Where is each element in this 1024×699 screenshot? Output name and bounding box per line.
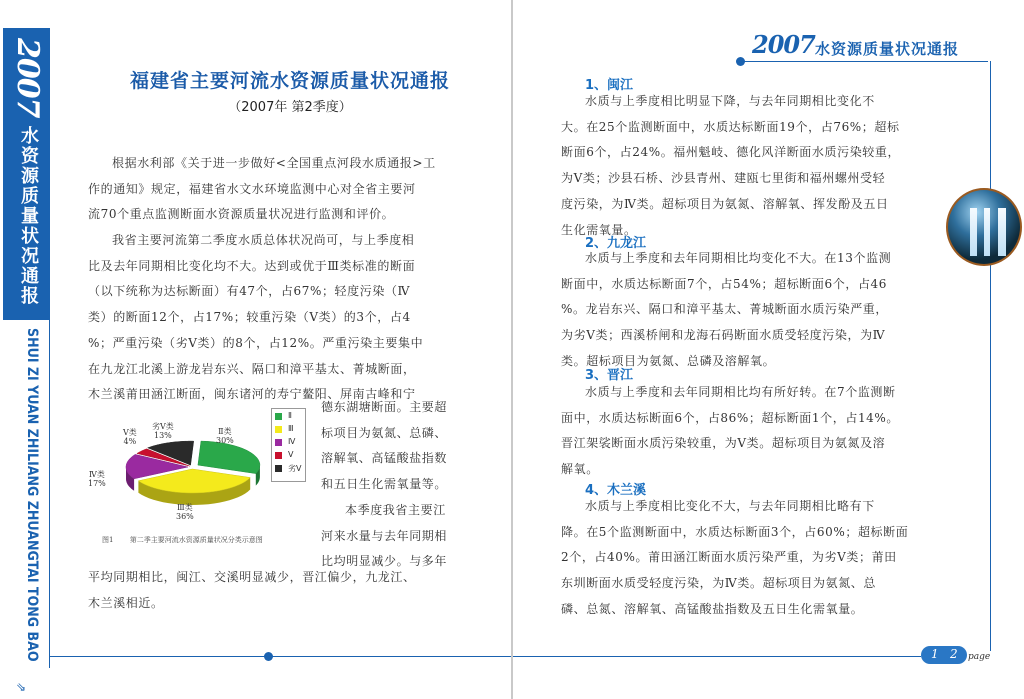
- text-line: 降。在5个监测断面中，水质达标断面3个，占60%；超标断面: [561, 524, 909, 539]
- section-heading-jinjiang: 3、晋江: [585, 368, 634, 383]
- right-bottom-rule: [513, 656, 921, 657]
- summary-paragraph: [88, 228, 468, 408]
- section-body-minjiang: [561, 89, 939, 243]
- right-margin-rule: [990, 61, 991, 651]
- section-body-mulanxi: [561, 494, 939, 623]
- text-line: 水质与上季度和去年同期相比均有所好转。在7个监测断: [585, 385, 896, 399]
- text-line: 平均同期相比，闽江、交溪明显减少，晋江偏少，九龙江、: [88, 570, 416, 584]
- pie-label-name: 劣Ⅴ类: [152, 422, 174, 431]
- text-line: 根据水利部《关于进一步做好<全国重点河段水质通报>工: [112, 156, 436, 170]
- text-line: 断面6个，占24%。福州魁岐、德化风洋断面水质污染较重，: [561, 145, 901, 160]
- text-line: 和五日生化需氧量等。: [321, 477, 448, 492]
- legend-item: [275, 413, 305, 422]
- pie-label-name: Ⅳ类: [88, 470, 105, 479]
- text-line: （以下统称为达标断面）有47个，占67%；轻度污染（Ⅳ: [88, 284, 411, 299]
- pie-label-value: 4%: [123, 437, 137, 446]
- text-line: 度污染，为Ⅳ类。超标项目为氨氮、溶解氧、挥发酚及五日: [561, 196, 889, 211]
- text-line: 解氧。: [561, 462, 599, 477]
- text-line: 木兰溪相近。: [88, 595, 164, 610]
- legend-label: Ⅴ: [288, 450, 294, 459]
- legend-swatch: [275, 426, 282, 433]
- legend-item: [275, 439, 305, 448]
- section-heading-mulanxi: 4、木兰溪: [585, 483, 647, 498]
- text-line: 比及去年同期相比变化均不大。达到或优于Ⅲ类标准的断面: [88, 258, 416, 273]
- text-line: 大。在25个监测断面中，水质达标断面19个，占76%；超标: [561, 119, 900, 134]
- legend-swatch: [275, 439, 282, 446]
- side-banner-title: 水资源质量状况通报: [18, 126, 39, 306]
- header-rule: [740, 61, 988, 62]
- intro-paragraph: [88, 151, 468, 228]
- waterfall-photo: [946, 188, 1022, 266]
- text-line: 德东湖塘断面。主要超: [321, 400, 448, 414]
- pie-label-value: 17%: [88, 479, 106, 488]
- text-line: 河来水量与去年同期相: [321, 528, 448, 543]
- chart-legend: [271, 408, 306, 482]
- pie-label-v: [123, 428, 137, 446]
- pie-label-value: 36%: [176, 512, 194, 521]
- section-heading-jiulongjiang: 2、九龙江: [585, 236, 647, 251]
- arrow-icon: ⇘: [16, 680, 27, 694]
- page-subtitle: （2007年 第2季度）: [228, 100, 352, 115]
- left-dot-icon: [264, 652, 273, 661]
- summary-paragraph-continued: [321, 395, 471, 575]
- pie-label-worse-v: [152, 422, 174, 440]
- figure-title: 第二季主要河流水资源质量状况分类示意图: [129, 536, 263, 544]
- page-spine: [511, 0, 513, 699]
- legend-item: [275, 426, 305, 435]
- pie-label-ii: [216, 427, 234, 445]
- page-word: page: [968, 652, 991, 662]
- page-number-left: 1: [931, 647, 939, 661]
- text-line: %。龙岩东兴、隔口和漳平基太、菁城断面水质污染严重，: [561, 302, 889, 317]
- pie-slice-0: [198, 441, 260, 474]
- legend-swatch: [275, 413, 282, 420]
- text-line: 溶解氧、高锰酸盐指数: [321, 451, 448, 466]
- pie-label-name: Ⅴ类: [123, 428, 137, 437]
- pie-label-value: 13%: [154, 431, 172, 440]
- text-line: 磷、总氮、溶解氧、高锰酸盐指数及五日生化需氧量。: [561, 601, 864, 616]
- legend-swatch: [275, 465, 282, 472]
- legend-label: Ⅱ: [288, 411, 292, 420]
- header-year: 2007: [752, 30, 815, 59]
- side-banner-block: [3, 28, 49, 320]
- page-number-badge: [921, 646, 967, 664]
- text-line: 木兰溪莆田涵江断面，闽东诸河的寿宁鳌阳、屏南古峰和宁: [88, 387, 416, 402]
- legend-item: [275, 452, 305, 461]
- pie-label-value: 30%: [216, 436, 234, 445]
- pie-label-name: Ⅲ类: [177, 503, 193, 512]
- text-line: 水质与上季度相比变化不大，与去年同期相比略有下: [585, 499, 875, 513]
- text-line: 面中，水质达标断面6个，占86%；超标断面1个，占14%。: [561, 410, 900, 425]
- text-line: 东圳断面水质受轻度污染，为Ⅳ类。超标项目为氨氮、总: [561, 576, 876, 591]
- text-line: 比均明显减少。与多年: [321, 554, 448, 569]
- waterfall-stream: [984, 208, 990, 256]
- figure-label: 图1: [102, 536, 114, 544]
- pie-label-name: Ⅱ类: [218, 427, 232, 436]
- text-line: 我省主要河流第二季度水质总体状况尚可，与上季度相: [112, 233, 415, 247]
- text-line: 标项目为氨氮、总磷、: [321, 425, 448, 440]
- page-number-right: 2: [950, 647, 958, 661]
- left-bottom-rule: [50, 656, 511, 657]
- text-line: 水质与上季度和去年同期相比均变化不大。在13个监测: [585, 251, 892, 265]
- text-line: 类）的断面12个，占17%；较重污染（Ⅴ类）的3个，占4: [88, 310, 411, 325]
- text-line: 为劣Ⅴ类；西溪桥闸和龙海石码断面水质受轻度污染，为Ⅳ: [561, 328, 886, 343]
- text-line: 本季度我省主要江: [345, 502, 446, 517]
- waterfall-stream: [970, 208, 977, 256]
- section-body-jiulongjiang: [561, 246, 939, 375]
- page-title: 福建省主要河流水资源质量状况通报: [129, 70, 450, 92]
- section-body-jinjiang: [561, 380, 939, 483]
- section-heading-minjiang: 1、闽江: [585, 78, 634, 93]
- header-title: 水资源质量状况通报: [815, 40, 960, 58]
- legend-label: 劣Ⅴ: [288, 464, 302, 473]
- text-line: 为Ⅴ类；沙县石桥、沙县青州、建瓯七里街和福州螺州受轻: [561, 171, 886, 186]
- text-line: 类。超标项目为氨氮、总磷及溶解氧。: [561, 353, 776, 368]
- text-line: %；严重污染（劣Ⅴ类）的8个，占12%。严重污染主要集中: [88, 335, 424, 350]
- side-banner-pinyin: SHUI ZI YUAN ZHILIANG ZHUANGTAI TONG BAO: [24, 328, 40, 662]
- rainfall-paragraph: [88, 565, 468, 616]
- side-banner: [3, 28, 49, 683]
- header-dot-icon: [736, 57, 745, 66]
- figure-caption: [102, 535, 263, 545]
- text-line: 流70个重点监测断面水资源质量状况进行监测和评价。: [88, 207, 395, 222]
- text-line: 在九龙江北溪上游龙岩东兴、隔口和漳平基太、菁城断面，: [88, 361, 416, 376]
- waterfall-stream: [998, 208, 1006, 256]
- text-line: 水质与上季度相比明显下降，与去年同期相比变化不: [585, 94, 875, 108]
- legend-label: Ⅲ: [288, 424, 294, 433]
- pie-label-iv: [88, 470, 106, 488]
- text-line: 晋江架裟断面水质污染较重，为Ⅴ类。超标项目为氨氮及溶: [561, 436, 886, 451]
- text-line: 断面中，水质达标断面7个，占54%；超标断面6个，占46: [561, 276, 888, 291]
- legend-swatch: [275, 452, 282, 459]
- text-line: 2个，占40%。莆田涵江断面水质污染严重，为劣Ⅴ类；莆田: [561, 550, 897, 565]
- side-banner-year: 2007: [10, 38, 45, 118]
- text-line: 生化需氧量。: [561, 222, 637, 237]
- legend-item: [275, 465, 305, 474]
- side-banner-rule: [49, 28, 50, 668]
- pie-label-iii: [176, 503, 194, 521]
- text-line: 作的通知》规定，福建省水文水环境监测中心对全省主要河: [88, 181, 416, 196]
- legend-label: Ⅳ: [288, 437, 296, 446]
